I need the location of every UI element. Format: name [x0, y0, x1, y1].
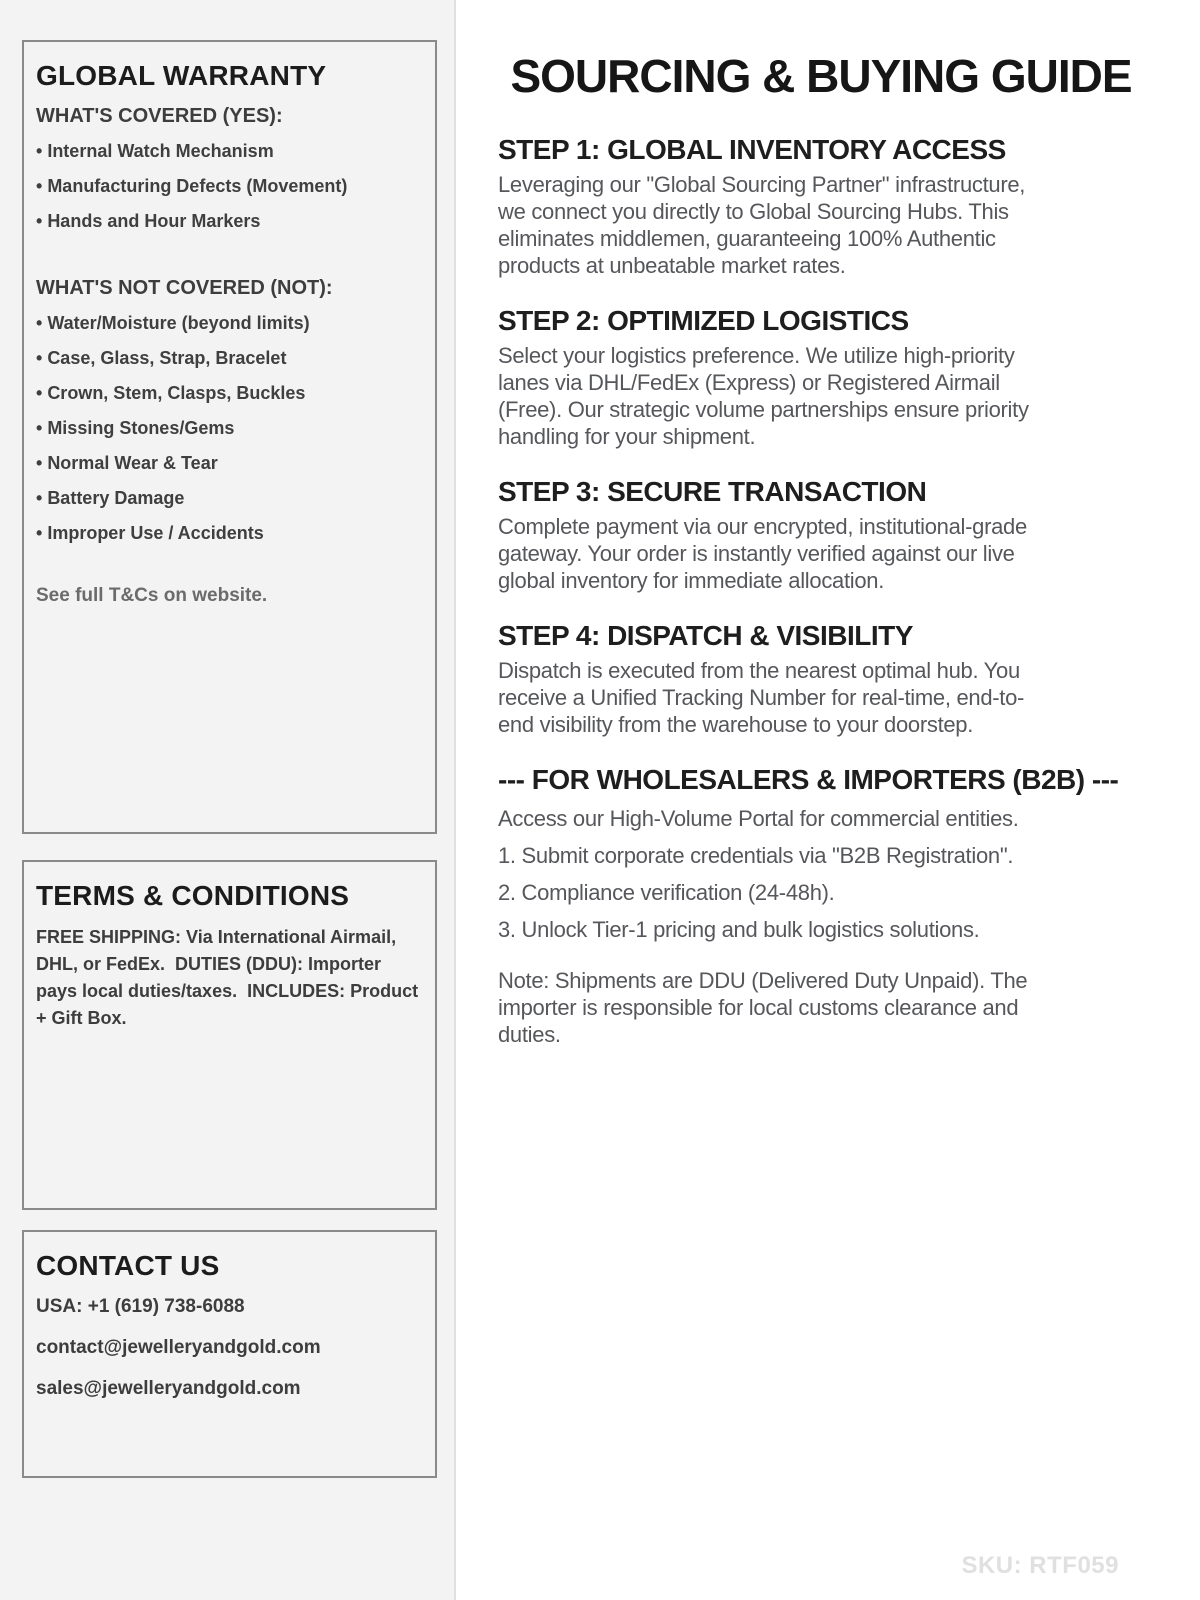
- warranty-footnote: See full T&Cs on website.: [36, 585, 268, 606]
- info-sidebar: [0, 0, 456, 1600]
- b2b-item-1: 1. Submit corporate credentials via "B2B Registration".: [498, 843, 1014, 868]
- contact-us-box: [22, 1230, 437, 1478]
- step-4-body: Dispatch is executed from the nearest optimal hub. You receive a Unified Tracking Number for real-time, end-to-end visibility from the warehouse to your doorstep.: [498, 658, 1025, 737]
- sku-label: SKU: RTF059: [961, 1552, 1119, 1579]
- list-item: • Internal Watch Mechanism: [36, 140, 421, 162]
- list-item: • Water/Moisture (beyond limits): [36, 312, 421, 334]
- step-4-heading: STEP 4: DISPATCH & VISIBILITY: [498, 620, 913, 651]
- b2b-heading: --- FOR WHOLESALERS & IMPORTERS (B2B) ---: [498, 764, 1119, 795]
- list-item: • Hands and Hour Markers: [36, 210, 421, 232]
- step-1-heading: STEP 1: GLOBAL INVENTORY ACCESS: [498, 134, 1006, 165]
- list-item: • Crown, Stem, Clasps, Buckles: [36, 382, 421, 404]
- contact-title: CONTACT US: [36, 1250, 220, 1281]
- b2b-note: Note: Shipments are DDU (Delivered Duty Unpaid). The importer is responsible for local customs clearance and duties.: [498, 968, 1028, 1047]
- b2b-intro: Access our High-Volume Portal for commercial entities.: [498, 806, 1019, 831]
- terms-conditions-box: [22, 860, 437, 1210]
- covered-heading: WHAT'S COVERED (YES):: [36, 105, 283, 127]
- b2b-item-2: 2. Compliance verification (24-48h).: [498, 880, 835, 905]
- contact-email: contact@jewelleryandgold.com: [36, 1337, 321, 1358]
- list-item: • Battery Damage: [36, 487, 421, 509]
- list-item: • Improper Use / Accidents: [36, 522, 421, 544]
- step-3-body: Complete payment via our encrypted, institutional-grade gateway. Your order is instantly verified against our live global inventory for immediate allocation.: [498, 514, 1027, 593]
- global-warranty-box: [22, 40, 437, 834]
- step-2-heading: STEP 2: OPTIMIZED LOGISTICS: [498, 305, 909, 336]
- list-item: • Manufacturing Defects (Movement): [36, 175, 421, 197]
- sourcing-guide-main: [458, 0, 1200, 1600]
- sales-email: sales@jewelleryandgold.com: [36, 1378, 301, 1399]
- step-3-heading: STEP 3: SECURE TRANSACTION: [498, 476, 927, 507]
- b2b-item-3: 3. Unlock Tier-1 pricing and bulk logistics solutions.: [498, 917, 980, 942]
- contact-phone: USA: +1 (619) 738-6088: [36, 1296, 245, 1317]
- list-item: • Missing Stones/Gems: [36, 417, 421, 439]
- warranty-title: GLOBAL WARRANTY: [36, 60, 327, 91]
- step-1-body: Leveraging our "Global Sourcing Partner" infrastructure, we connect you directly to Global Sourcing Hubs. This eliminates middlemen, guaranteeing 100% Authentic products at unbeatable market rates.: [498, 172, 1026, 278]
- page-title: SOURCING & BUYING GUIDE: [510, 50, 1132, 102]
- terms-body: FREE SHIPPING: Via International Airmail, DHL, or FedEx. DUTIES (DDU): Importer pays local duties/taxes. INCLUDES: Product + Gift Box.: [36, 927, 424, 1028]
- terms-title: TERMS & CONDITIONS: [36, 880, 350, 911]
- list-item: • Case, Glass, Strap, Bracelet: [36, 347, 421, 369]
- not-covered-list: [36, 312, 421, 544]
- step-2-body: Select your logistics preference. We utilize high-priority lanes via DHL/FedEx (Express) or Registered Airmail (Free). Our strategic volume partnerships ensure priority handling for your shipment.: [498, 343, 1029, 449]
- covered-list: [36, 140, 421, 232]
- not-covered-heading: WHAT'S NOT COVERED (NOT):: [36, 277, 333, 299]
- list-item: • Normal Wear & Tear: [36, 452, 421, 474]
